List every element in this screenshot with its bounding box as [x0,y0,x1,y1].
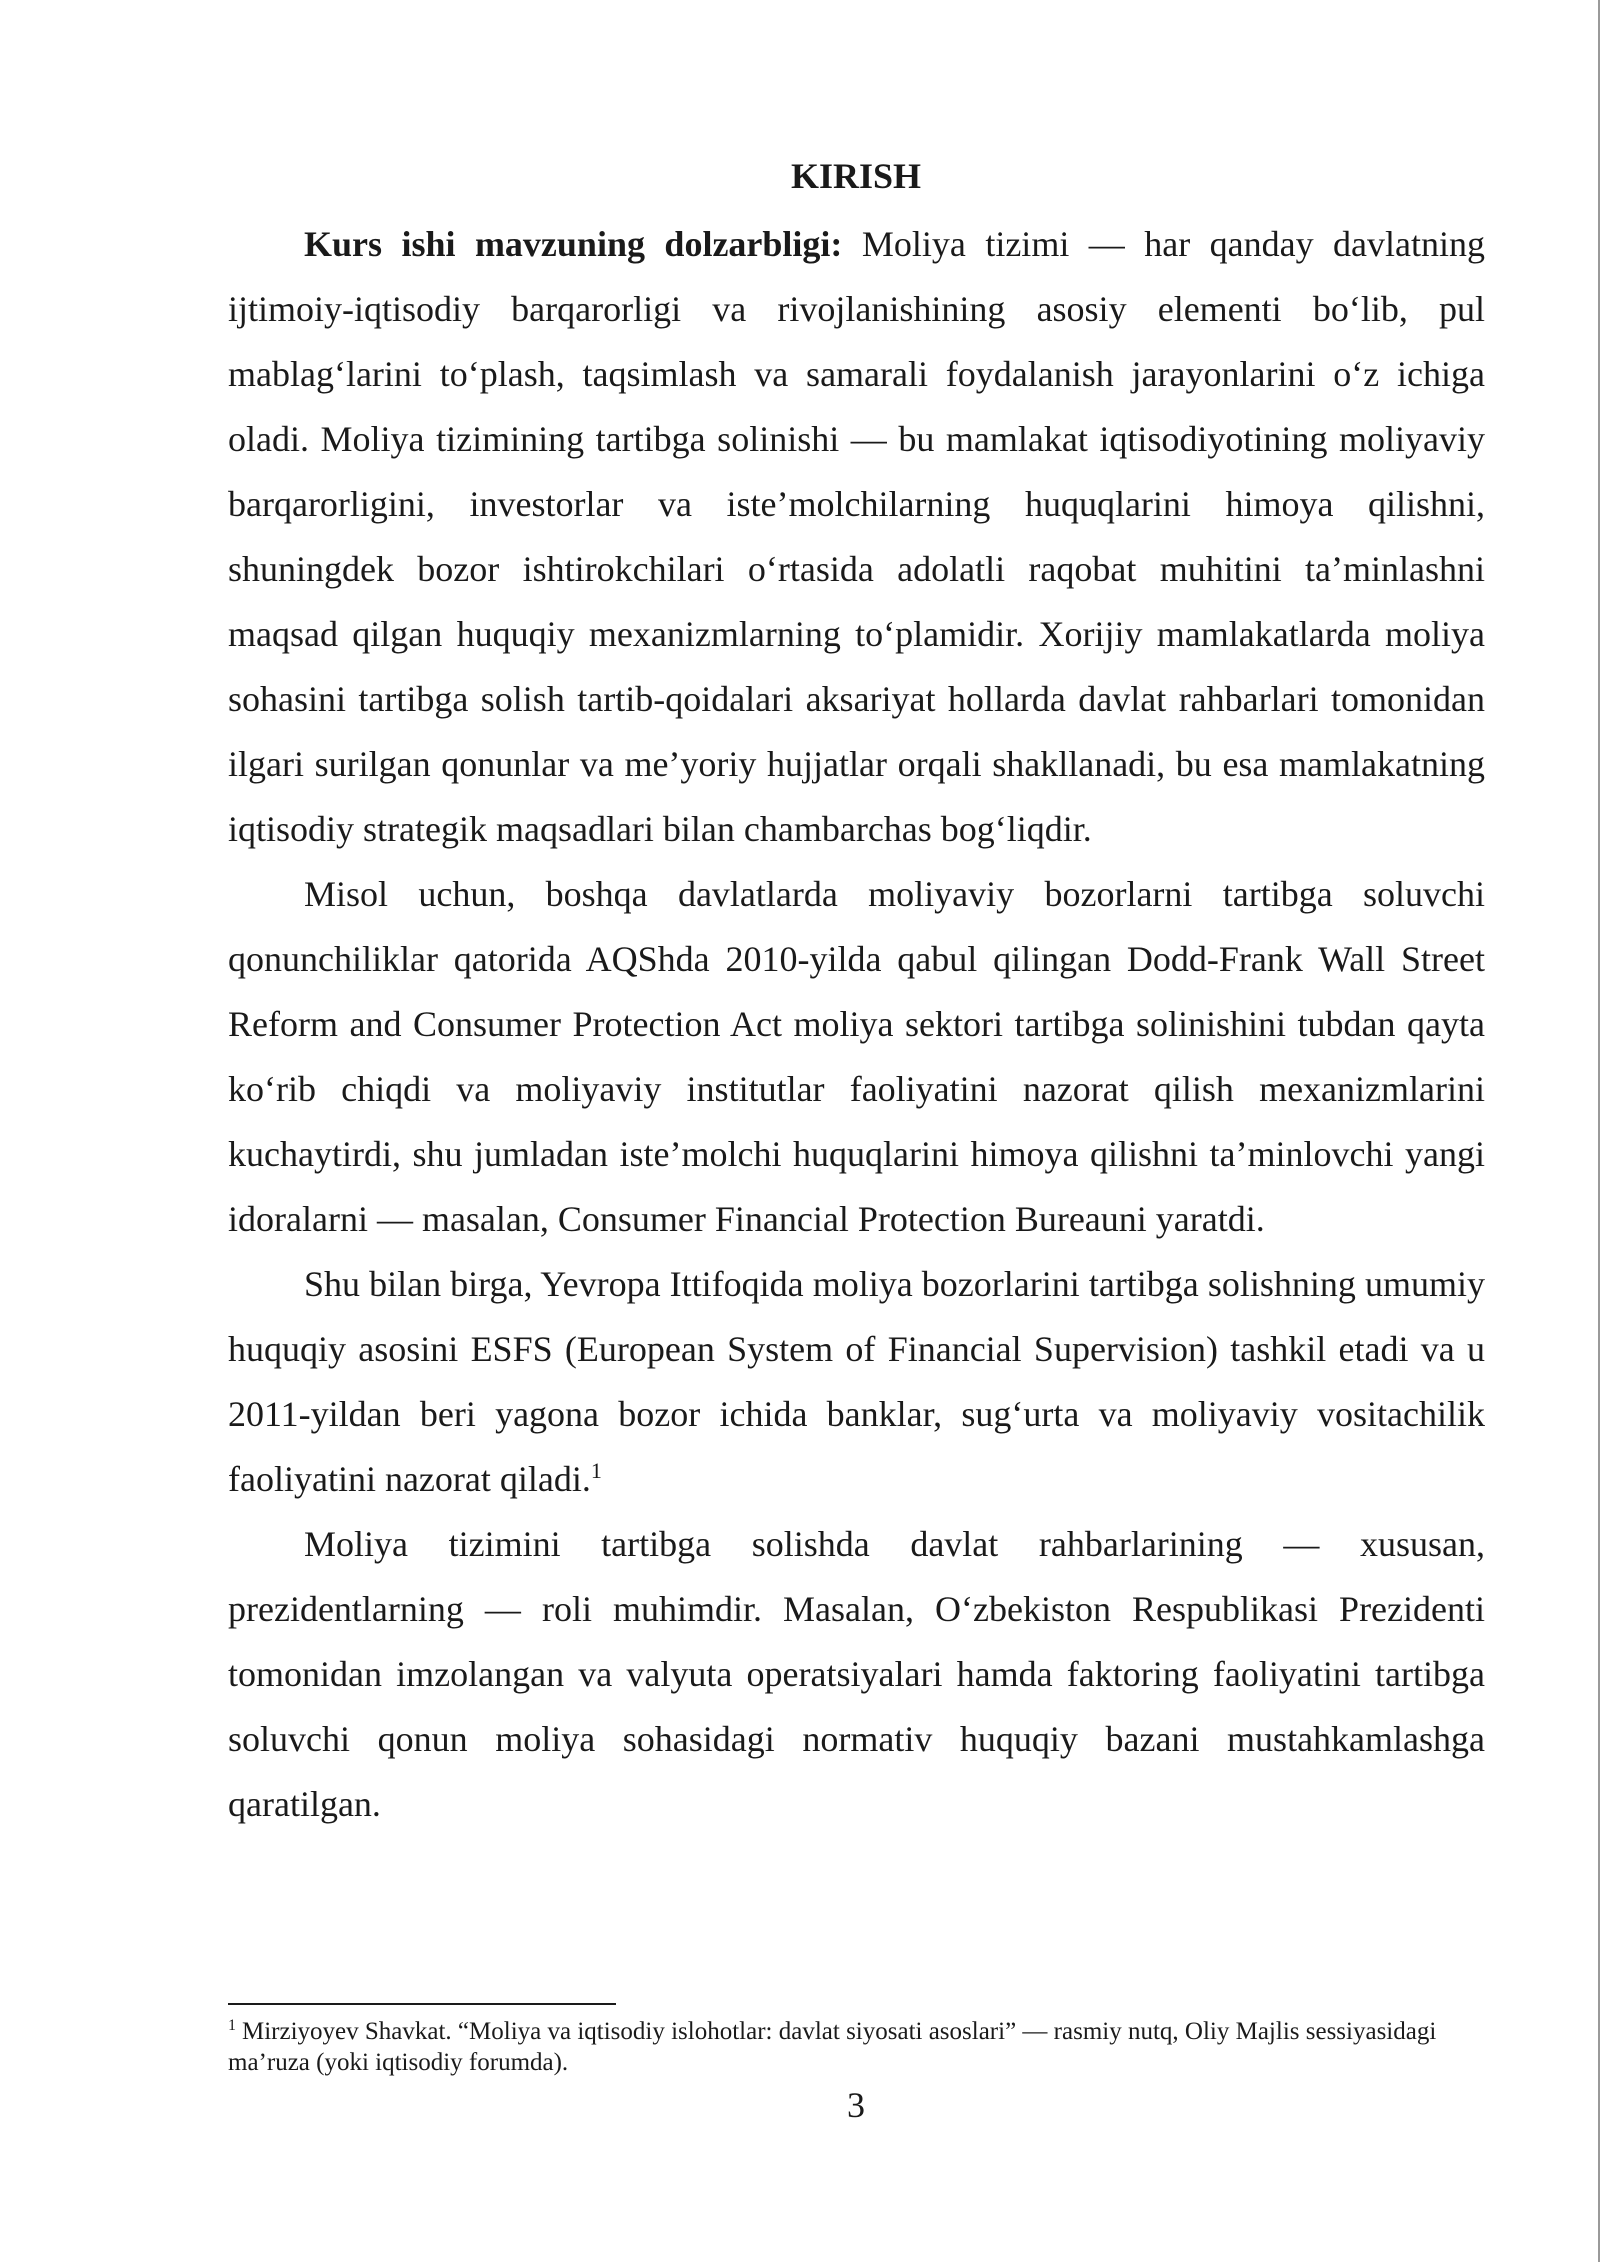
paragraph-lead-heading: Kurs ishi mavzuning dolzarbligi: [304,224,843,264]
footnote-reference[interactable]: 1 [590,1458,602,1483]
paragraph-eu-example [228,1252,1485,1512]
footnote [228,2016,1468,2078]
paragraph-text: Misol uchun, boshqa davlatlarda moliyaviy bozorlarni tartibga soluvchi qonunchiliklar qatorida AQShda 2010-yilda qabul qilingan Dodd-Frank Wall Street Reform and Consumer Protection Act moliya sektori tartibga solinishini tubdan qayta ko‘rib chiqdi va moliyaviy institutlar faoliyatini nazorat qilish mexanizmlarini kuchaytirdi, shu jumladan iste’molchi huquqlarini himoya qilishni ta’minlovchi yangi idoralarni — masalan, Consumer Financial Protection Bureauni yaratdi. [228,874,1485,1239]
paragraph-usa-example [228,862,1485,1252]
section-title: KIRISH [790,156,922,196]
paragraph-relevance [228,212,1485,862]
page-number: 3 [847,2085,865,2125]
footnote-text: Mirziyoyev Shavkat. “Moliya va iqtisodiy islohotlar: davlat siyosati asoslari” — rasmiy nutq, Oliy Majlis sessiyasidagi ma’ruza (yoki iqtisodiy forumda). [228,2018,1437,2076]
footnote-separator [228,2003,616,2005]
body-text [228,212,1485,1837]
paragraph-text: Shu bilan birga, Yevropa Ittifoqida moliya bozorlarini tartibga solishning umumiy huquqiy asosini ESFS (European System of Financial Supervision) tashkil etadi va u 2011-yildan beri yagona bozor ichida banklar, sug‘urta va moliyaviy vositachilik faoliyatini nazorat qiladi. [228,1264,1485,1499]
paragraph-text: Moliya tizimini tartibga solishda davlat rahbarlarining — xususan, prezidentlarning — roli muhimdir. Masalan, O‘zbekiston Respublikasi Prezidenti tomonidan imzolangan va valyuta operatsiyalari hamda faktoring faoliyatini tartibga soluvchi qonun moliya sohasidagi normativ huquqiy bazani mustahkamlashga qaratilgan. [228,1524,1485,1824]
footnote-marker: 1 [228,2016,236,2034]
paragraph-president-role [228,1512,1485,1837]
paragraph-text: Moliya tizimi — har qanday davlatning ijtimoiy-iqtisodiy barqarorligi va rivojlanishining asosiy elementi bo‘lib, pul mablag‘larini to‘plash, taqsimlash va samarali foydalanish jarayonlarini o‘z ichiga oladi. Moliya tizimining tartibga solinishi — bu mamlakat iqtisodiyotining moliyaviy barqarorligini, investorlar va iste’molchilarning huquqlarini himoya qilishni, shuningdek bozor ishtirokchilari o‘rtasida adolatli raqobat muhitini ta’minlashni maqsad qilgan huquqiy mexanizmlarning to‘plamidir. Xorijiy mamlakatlarda moliya sohasini tartibga solish tartib-qoidalari aksariyat hollarda davlat rahbarlari tomonidan ilgari surilgan qonunlar va me’yoriy hujjatlar orqali shakllanadi, bu esa mamlakatning iqtisodiy strategik maqsadlari bilan chambarchas bog‘liqdir. [228,224,1486,849]
